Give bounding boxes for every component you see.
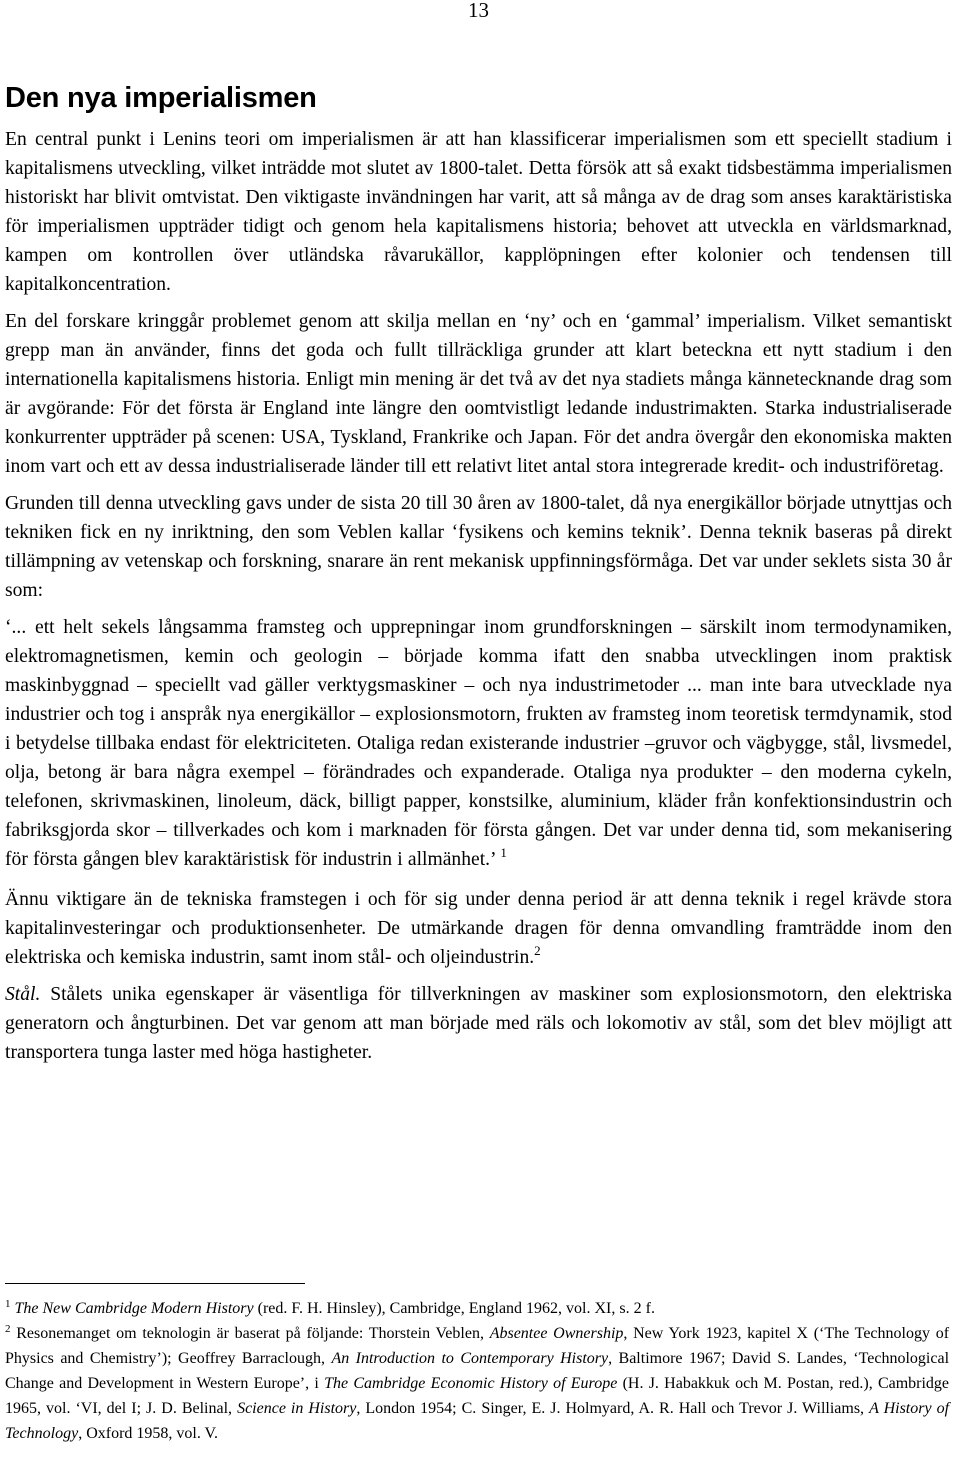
- footnote-2-text-6: , Oxford 1958, vol. V.: [78, 1425, 219, 1442]
- footnote-ref-1[interactable]: 1: [500, 845, 507, 860]
- footnote-2-title-3: The Cambridge Economic History of Europe: [324, 1375, 618, 1392]
- page-number: 13: [468, 0, 489, 22]
- footnotes: [5, 1296, 949, 1446]
- quote-text: ‘... ett helt sekels långsamma framsteg och upprepningar inom grundforskningen – särskilt inom termodynamiken, elektromagnetismen, kemin och geologin – började komma ifatt den snabba utvecklingen inom praktisk maskinbyggnad – speciellt vad gäller verktygsmaskiner – och nya industrimetoder ... man inte bara utvecklade nya industrier och tog i anspråk nya energikällor – explosionsmotorn, frukten av framsteg inom teoretisk termdynamik, stod i betydelse tillbaka endast för elektriciteten. Otaliga redan existerande industrier –gruvor och vägbygge, stål, livsmedel, olja, betong är bara några exempel – förändrades och expanderade. Otaliga nya produkter – den moderna cykeln, telefonen, skrivmaskinen, linoleum, däck, billigt papper, konstsilke, aluminium, kläder från konfektionsindustrin och fabriksgjorda skor – tillverkades och kom i marknaden för första gången. Det var under denna tid, som mekanisering för första gången blev karaktäristisk för industrin i allmänhet.’: [5, 617, 952, 870]
- footnote-2-text-5: , London 1954; C. Singer, E. J. Holmyard, A. R. Hall och Trevor J. Williams,: [356, 1400, 865, 1417]
- footnote-1-mark: 1: [5, 1298, 11, 1310]
- footnote-1-rest: (red. F. H. Hinsley), Cambridge, England 1962, vol. XI, s. 2 f.: [257, 1300, 655, 1317]
- paragraph-1: En central punkt i Lenins teori om imperialismen är att han klassificerar imperialismen som ett speciellt stadium i kapitalismens utveckling, vilket inträdde mot slutet av 1800-talet. Detta försök att så exakt tidsbestämma imperialismen historiskt har blivit omtvistat. Den viktigaste invändningen har varit, att så många av de drag som anses karaktäristiska för imperialismen uppträder tidigt och genom hela kapitalismens historia; behovet att utveckla en världsmarknad, kampen om kontrollen över utländska råvarukällor, kapplöpningen efter kolonier och tendensen till kapitalkoncentration.: [5, 129, 952, 295]
- paragraph-5: [5, 885, 952, 972]
- paragraph-5-text: Ännu viktigare än de tekniska framstegen i och för sig under denna period är att denna teknik i regel krävde stora kapitalinvesteringar och produktionsenheter. De utmärkande dragen för denna omvandling framträdde inom den elektriska och kemiska industrin, samt inom stål- och oljeindustrin.: [5, 889, 952, 968]
- footnote-2-text-3: , Baltimore 1967; David S. Landes, ‘Technological Change and Development in Western Europe’, i: [5, 1350, 950, 1392]
- block-quote: [5, 613, 952, 874]
- page-title: Den nya imperialismen: [5, 82, 317, 114]
- footnote-1-title: The New Cambridge Modern History: [14, 1300, 254, 1317]
- paragraph-2: En del forskare kringgår problemet genom att skilja mellan en ‘ny’ och en ‘gammal’ imperialism. Vilket semantiskt grepp man än använder, finns det goda och fullt tillräckliga grunder att klart beteckna ett nytt stadium i den internationella kapitalismens historia. Enligt min mening är det två av det nya stadiets många kännetecknande drag som är avgörande: För det första är England inte längre den oomtvistligt ledande industrimakten. Starka industrialiserade konkurrenter uppträder på scenen: USA, Tyskland, Frankrike och Japan. För det andra övergår den ekonomiska makten inom vart och ett av dessa industrialiserade länder till ett relativt litet antal stora integrerade kredit- och industriföretag.: [5, 311, 952, 477]
- footnote-2-title-5: A History of Technology: [5, 1400, 950, 1442]
- footnote-2: [5, 1321, 949, 1446]
- footnote-2-text-4: (H. J. Habakkuk och M. Postan, red.), Cambridge 1965, vol. ‘VI, del I; J. D. Belinal,: [5, 1375, 950, 1417]
- paragraph-6-text: Stålets unika egenskaper är väsentliga för tillverkningen av maskiner som explosionsmotorn, den elektriska generatorn och ångturbinen. Det var genom att man började med räls och lokomotiv av stål, som det blev möjligt att transportera tunga laster med höga hastigheter.: [5, 984, 952, 1063]
- footnote-1: [5, 1296, 949, 1321]
- section-lead-steel: Stål.: [5, 984, 41, 1005]
- footnote-2-title-1: Absentee Ownership: [489, 1325, 624, 1342]
- footnote-ref-2[interactable]: 2: [534, 943, 541, 958]
- footnote-divider: [5, 1283, 305, 1284]
- footnote-2-text-2: , New York 1923, kapitel X (‘The Technology of Physics and Chemistry’); Geoffrey Barraclough,: [5, 1325, 950, 1367]
- footnote-2-mark: 2: [5, 1323, 11, 1335]
- footnote-2-title-4: Science in History: [237, 1400, 357, 1417]
- paragraph-6: [5, 980, 952, 1067]
- footnote-2-text-1: Resonemanget om teknologin är baserat på följande: Thorstein Veblen,: [16, 1325, 484, 1342]
- footnote-2-title-2: An Introduction to Contemporary History: [331, 1350, 609, 1367]
- body-text: [5, 125, 952, 1075]
- paragraph-3: Grunden till denna utveckling gavs under de sista 20 till 30 åren av 1800-talet, då nya energikällor började utnyttjas och tekniken fick en ny inriktning, den som Veblen kallar ‘fysikens och kemins teknik’. Denna teknik baseras på direkt tillämpning av vetenskap och forskning, snarare än rent mekanisk uppfinningsförmåga. Det var under seklets sista 30 år som:: [5, 493, 952, 601]
